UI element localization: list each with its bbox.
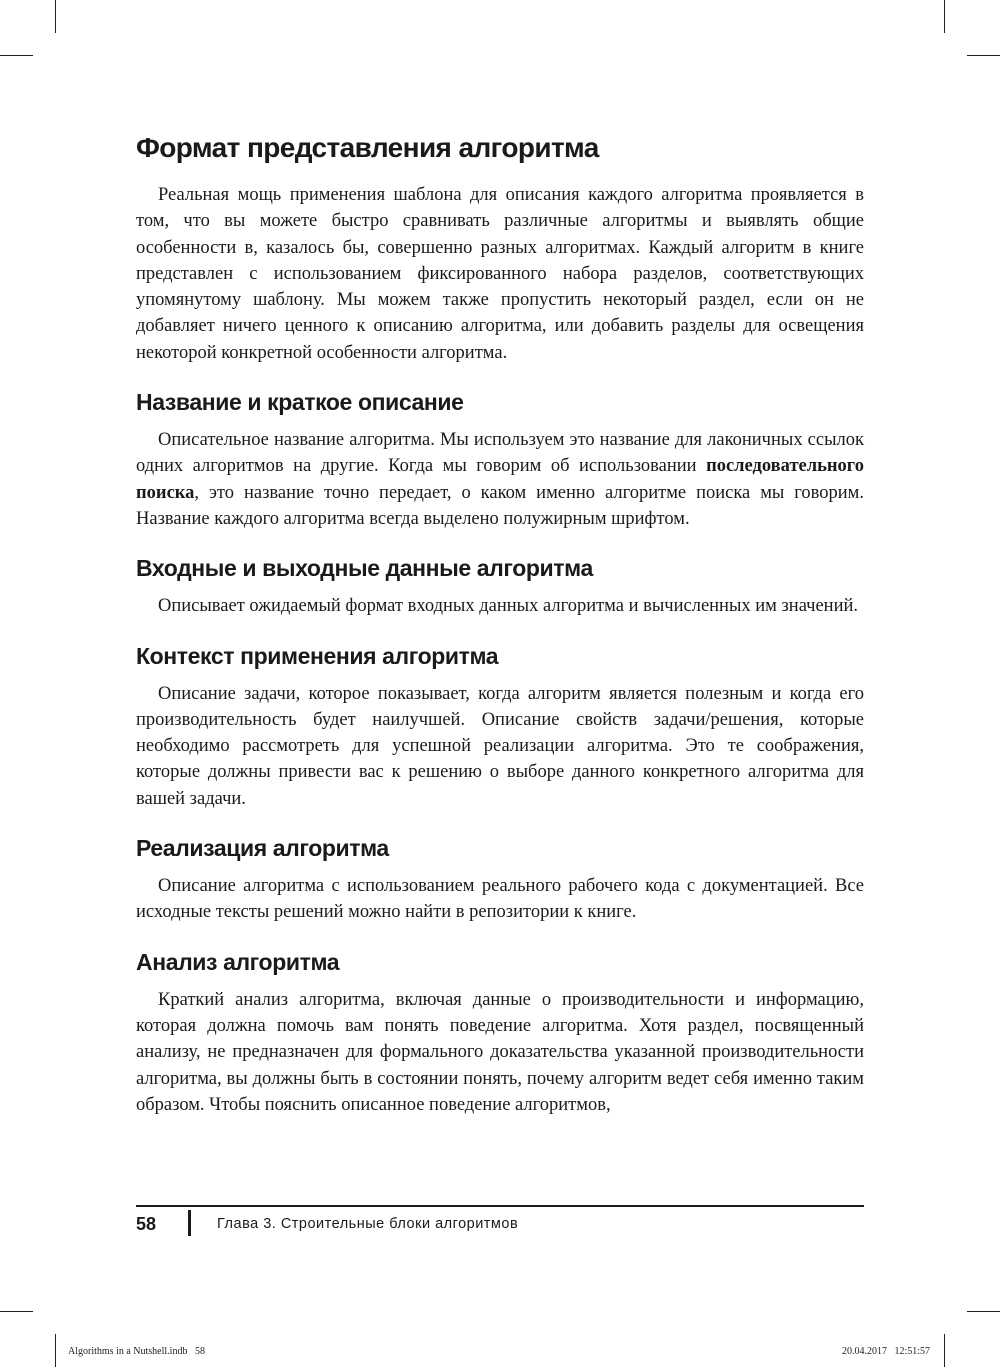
section-heading-name: Название и краткое описание <box>136 389 464 416</box>
footer-divider <box>188 1210 191 1236</box>
section-paragraph-io: Описывает ожидаемый формат входных данных алгоритма и вычисленных им значений. <box>158 596 859 617</box>
crop-mark <box>55 1334 56 1367</box>
crop-mark <box>967 1311 1000 1312</box>
page-number: 58 <box>136 1214 157 1234</box>
section-paragraph-analysis: Краткий анализ алгоритма, включая данные о производительности и информацию, которая должна помочь вам понять поведение алгоритма. Хотя раздел, посвященный анализу, не предназначен для формального доказательства указанной производительности алгоритма, вы должны быть в состоянии понять, почему алгоритм ведет себя именно таким образом. Чтобы пояснить описанное поведение алгоритмов, <box>136 989 864 1115</box>
section-heading-io: Входные и выходные данные алгоритма <box>136 555 593 582</box>
slug-file: Algorithms in a Nutshell.indb 58 <box>68 1346 205 1357</box>
crop-mark <box>0 1311 33 1312</box>
slug-timestamp: 20.04.2017 12:51:57 <box>841 1346 930 1357</box>
bold-term: последовательного поиска <box>136 456 864 503</box>
crop-mark <box>55 0 56 33</box>
section-heading-analysis: Анализ алгоритма <box>136 948 340 975</box>
crop-mark <box>944 0 945 33</box>
section-paragraph-name <box>136 427 864 532</box>
section-heading-context: Контекст применения алгоритма <box>136 642 499 669</box>
intro-paragraph: Реальная мощь применения шаблона для описания каждого алгоритма проявляется в том, что вы можете быстро сравнивать различные алгоритмы и выявлять общие особенности в, казалось бы, совершенно разных алгоритмах. Каждый алгоритм в книге представлен с использованием фиксированного набора разделов, соответствующих упомянутому шаблону. Мы можем также пропустить некоторый раздел, если он не добавляет ничего ценного к описанию алгоритма, или добавить разделы для освещения некоторой конкретной особенности алгоритма. <box>136 185 864 363</box>
page-title: Формат представления алгоритма <box>136 132 599 163</box>
crop-mark <box>944 1334 945 1367</box>
section-paragraph-context: Описание задачи, которое показывает, когда алгоритм является полезным и когда его производительность будет наилучшей. Описание свойств задачи/решения, которые необходимо рассмотреть для успешной реализации алгоритма. Это те соображения, которые должны привести вас к решению о выборе данного конкретного алгоритма для вашей задачи. <box>136 683 864 809</box>
crop-mark <box>967 55 1000 56</box>
running-footer-chapter: Глава 3. Строительные блоки алгоритмов <box>217 1216 519 1232</box>
text-segment: , это название точно передает, о каком именно алгоритме поиска мы говорим. Название каждого алгоритма всегда выделено полужирным шрифтом. <box>136 482 864 529</box>
section-heading-implementation: Реализация алгоритма <box>136 835 389 862</box>
crop-mark <box>0 55 33 56</box>
section-paragraph-implementation: Описание алгоритма с использованием реального рабочего кода с документацией. Все исходные тексты решений можно найти в репозитории к книге. <box>136 876 864 923</box>
page-content <box>136 128 864 1118</box>
footer-rule <box>136 1205 864 1207</box>
text-segment: Описательное название алгоритма. Мы используем это название для лаконичных ссылок одних алгоритмов на другие. Когда мы говорим об использовании <box>136 430 864 477</box>
